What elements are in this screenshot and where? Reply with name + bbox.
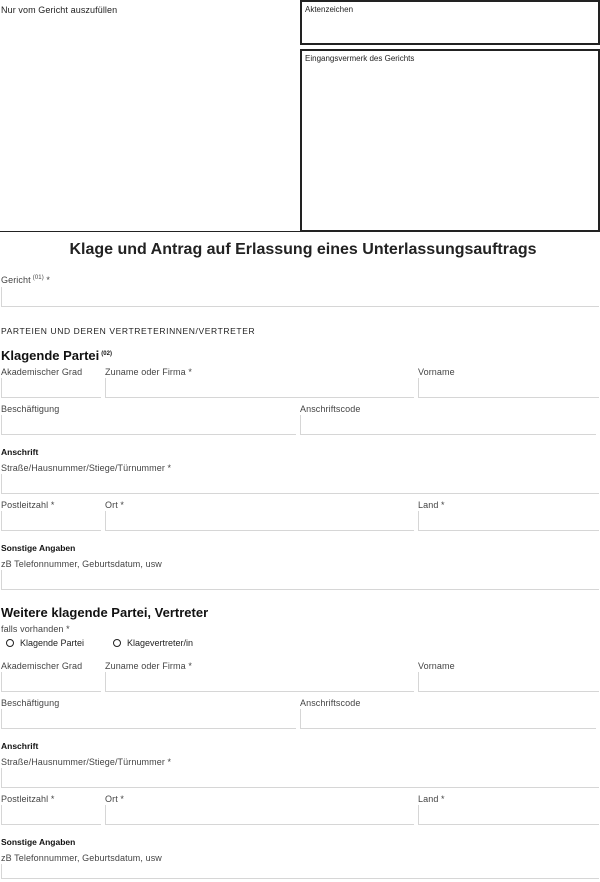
beschaeftigung-input[interactable] xyxy=(2,416,296,435)
beschaeftigung-field[interactable] xyxy=(1,415,296,435)
sonstige-field[interactable] xyxy=(1,570,599,590)
w-plz-label: Postleitzahl * xyxy=(1,794,55,804)
plz-label: Postleitzahl * xyxy=(1,500,55,510)
w-strasse-field[interactable] xyxy=(1,768,599,788)
zuname-input[interactable] xyxy=(106,379,414,398)
land-label: Land * xyxy=(418,500,445,510)
anschriftscode-field[interactable] xyxy=(300,415,596,435)
weitere-heading: Weitere klagende Partei, Vertreter xyxy=(1,605,209,620)
section-heading: PARTEIEN UND DEREN VERTRETERINNEN/VERTRETER xyxy=(1,326,256,336)
akad-grad-field[interactable] xyxy=(1,378,101,398)
w-sonstige-heading: Sonstige Angaben xyxy=(1,837,76,847)
land-field[interactable] xyxy=(418,511,599,531)
w-zuname-field[interactable] xyxy=(105,672,414,692)
w-ort-field[interactable] xyxy=(105,805,414,825)
w-sonstige-hint: zB Telefonnummer, Geburtsdatum, usw xyxy=(1,853,162,863)
eingangsvermerk-label: Eingangsvermerk des Gerichts xyxy=(305,54,415,63)
gericht-label-text: Gericht xyxy=(1,275,31,285)
gericht-input[interactable] xyxy=(2,288,599,307)
w-akad-grad-label: Akademischer Grad xyxy=(1,661,83,671)
w-strasse-label: Straße/Hausnummer/Stiege/Türnummer * xyxy=(1,757,172,767)
ort-label: Ort * xyxy=(105,500,125,510)
w-ort-label: Ort * xyxy=(105,794,125,804)
zuname-label: Zuname oder Firma * xyxy=(105,367,192,377)
ort-input[interactable] xyxy=(106,512,414,531)
w-vorname-input[interactable] xyxy=(419,673,599,692)
w-anschrift-heading: Anschrift xyxy=(1,741,39,751)
w-vorname-label: Vorname xyxy=(418,661,455,671)
radio-klagende-partei-label: Klagende Partei xyxy=(20,638,85,648)
w-plz-field[interactable] xyxy=(1,805,101,825)
w-beschaeftigung-input[interactable] xyxy=(2,710,296,729)
w-strasse-input[interactable] xyxy=(2,769,599,788)
aktenzeichen-label: Aktenzeichen xyxy=(305,5,354,14)
w-land-label: Land * xyxy=(418,794,445,804)
strasse-label: Straße/Hausnummer/Stiege/Türnummer * xyxy=(1,463,172,473)
akad-grad-label: Akademischer Grad xyxy=(1,367,83,377)
gericht-footnote: (01) xyxy=(32,275,44,281)
w-beschaeftigung-label: Beschäftigung xyxy=(1,698,60,708)
w-sonstige-field[interactable] xyxy=(1,864,599,879)
ort-field[interactable] xyxy=(105,511,414,531)
radio-klagevertreter-label: Klagevertreter/in xyxy=(127,638,194,648)
anschrift-heading: Anschrift xyxy=(1,447,39,457)
w-akad-grad-field[interactable] xyxy=(1,672,101,692)
strasse-input[interactable] xyxy=(2,475,599,494)
w-land-input[interactable] xyxy=(419,806,599,825)
radio-klagende-partei[interactable] xyxy=(6,638,84,648)
sonstige-hint: zB Telefonnummer, Geburtsdatum, usw xyxy=(1,559,162,569)
gericht-label xyxy=(1,275,50,285)
anschriftscode-input[interactable] xyxy=(301,416,596,435)
w-sonstige-input[interactable] xyxy=(2,868,599,882)
w-anschriftscode-field[interactable] xyxy=(300,709,596,729)
w-akad-grad-input[interactable] xyxy=(2,673,101,692)
gericht-field[interactable] xyxy=(1,287,599,307)
akad-grad-input[interactable] xyxy=(2,379,101,398)
strasse-field[interactable] xyxy=(1,474,599,494)
w-beschaeftigung-field[interactable] xyxy=(1,709,296,729)
aktenzeichen-box[interactable] xyxy=(300,0,600,45)
vorname-label: Vorname xyxy=(418,367,455,377)
w-land-field[interactable] xyxy=(418,805,599,825)
w-anschriftscode-input[interactable] xyxy=(301,710,596,729)
klagende-partei-footnote: (02) xyxy=(101,350,112,357)
land-input[interactable] xyxy=(419,512,599,531)
falls-vorhanden-label: falls vorhanden * xyxy=(1,624,70,634)
w-plz-input[interactable] xyxy=(2,806,101,825)
vorname-input[interactable] xyxy=(419,379,599,398)
beschaeftigung-label: Beschäftigung xyxy=(1,404,60,414)
sonstige-heading: Sonstige Angaben xyxy=(1,543,76,553)
klagende-partei-heading-text: Klagende Partei xyxy=(1,348,100,363)
court-only-label: Nur vom Gericht auszufüllen xyxy=(1,5,118,15)
vorname-field[interactable] xyxy=(418,378,599,398)
w-zuname-input[interactable] xyxy=(106,673,414,692)
sonstige-input[interactable] xyxy=(2,571,599,590)
w-ort-input[interactable] xyxy=(106,806,414,825)
radio-circle-icon[interactable] xyxy=(113,639,121,647)
eingangsvermerk-box[interactable] xyxy=(300,49,600,232)
anschriftscode-label: Anschriftscode xyxy=(300,404,361,414)
gericht-required: * xyxy=(46,275,51,285)
plz-input[interactable] xyxy=(2,512,101,531)
w-vorname-field[interactable] xyxy=(418,672,599,692)
plz-field[interactable] xyxy=(1,511,101,531)
radio-klagevertreter[interactable] xyxy=(113,638,193,648)
zuname-field[interactable] xyxy=(105,378,414,398)
page-title: Klage und Antrag auf Erlassung eines Unterlassungsauftrags xyxy=(69,241,537,258)
w-anschriftscode-label: Anschriftscode xyxy=(300,698,361,708)
w-zuname-label: Zuname oder Firma * xyxy=(105,661,192,671)
radio-circle-icon[interactable] xyxy=(6,639,14,647)
klagende-partei-heading xyxy=(1,348,112,363)
